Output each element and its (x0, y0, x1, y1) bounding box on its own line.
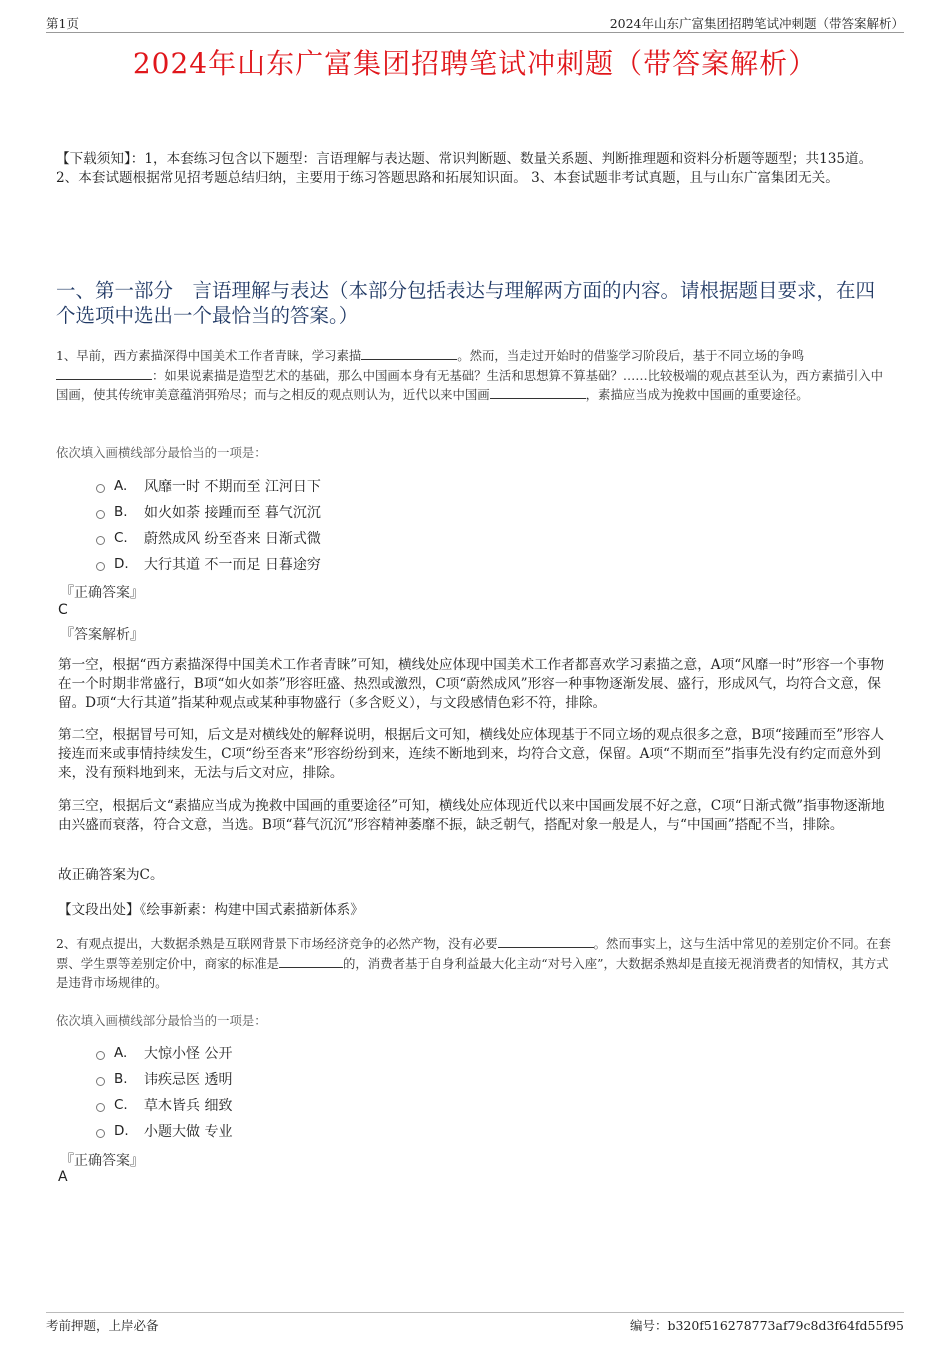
analysis-label: 『答案解析』 (60, 627, 144, 643)
correct-answer-label: 『正确答案』 (60, 585, 144, 601)
radio-icon[interactable] (96, 484, 105, 493)
document-title: 2024年山东广富集团招聘笔试冲刺题（带答案解析） (132, 47, 818, 80)
page-number: 第1页 (46, 16, 79, 31)
radio-icon[interactable] (96, 510, 105, 519)
option-d[interactable]: D. 大行其道 不一而足 日暮途穷 (96, 551, 321, 577)
page-header (46, 14, 904, 33)
correct-answer-value: C (58, 602, 68, 618)
option-c[interactable]: C. 蔚然成风 纷至沓来 日渐式微 (96, 525, 321, 551)
correct-answer-value: A (58, 1169, 68, 1185)
download-notice: 【下载须知】：1，本套练习包含以下题型：言语理解与表达题、常识判断题、数量关系题、判断推理题和资料分析题等题型；共135道。 2、本套试题根据常见招考题总结归纳，主要用于练习答题思路和拓展知识面。 3、本套试题非考试真题，且与山东广富集团无关。 (56, 151, 873, 186)
footer-code: 编号：b320f516278773af79c8d3f64fd55f95 (629, 1318, 904, 1333)
blank-line (279, 954, 343, 968)
option-a[interactable]: A. 风靡一时 不期而至 江河日下 (96, 473, 321, 499)
radio-icon[interactable] (96, 536, 105, 545)
correct-answer-label: 『正确答案』 (60, 1153, 144, 1169)
blank-line (56, 366, 152, 380)
question-2-options (96, 1040, 232, 1144)
page-footer (46, 1312, 904, 1333)
question-2-text: 2、有观点提出，大数据杀熟是互联网背景下市场经济竞争的必然产物，没有必要 。然而事实上，这与生活中常见的差别定价不同。在套票、学生票等差别定价中，商家的标准是 的，消费者基于自身利益最大化主动“对号入座”，大数据杀熟却是直接无视消费者的知情权，其方式是违背市场规律的。 (56, 936, 891, 990)
radio-icon[interactable] (96, 1077, 105, 1086)
blank-line (490, 385, 586, 399)
footer-slogan: 考前押题，上岸必备 (46, 1318, 159, 1333)
option-c[interactable]: C. 草木皆兵 细致 (96, 1092, 232, 1118)
question-1-options (96, 473, 321, 577)
blank-line (361, 346, 457, 360)
analysis-paragraph-1: 第一空，根据“西方素描深得中国美术工作者青睐”可知，横线处应体现中国美术工作者都喜欢学习素描之意，A项“风靡一时”形容一个事物在一个时期非常盛行，B项“如火如荼”形容旺盛、热烈或激烈，C项“蔚然成风”形容一种事物逐渐发展、盛行，形成风气，均符合文意，保留。D项“大行其道”指某种观点或某种事物盛行（多含贬义），与文段感情色彩不符，排除。 (58, 657, 885, 711)
radio-icon[interactable] (96, 562, 105, 571)
question-1-instruction: 依次填入画横线部分最恰当的一项是： (56, 445, 267, 460)
option-b[interactable]: B. 讳疾忌医 透明 (96, 1066, 232, 1092)
option-a[interactable]: A. 大惊小怪 公开 (96, 1040, 232, 1066)
question-1-text: 1、早前，西方素描深得中国美术工作者青睐，学习素描 。然而，当走过开始时的借鉴学习阶段后，基于不同立场的争鸣：如果说素描是造型艺术的基础，那么中国画本身有无基础？生活和思想算不算基础？……比较极端的观点甚至认为，西方素描引入中国画，使其传统审美意蕴消弭殆尽；而与之相反的观点则认为，近代以来中国画 ，素描应当成为挽救中国画的重要途径。 (56, 348, 884, 402)
header-doc-name: 2024年山东广富集团招聘笔试冲刺题（带答案解析） (609, 16, 904, 31)
analysis-paragraph-2: 第二空，根据冒号可知，后文是对横线处的解释说明，根据后文可知，横线处应体现基于不同立场的观点很多之意，B项“接踵而至”形容人接连而来或事情持续发生，C项“纷至沓来”形容纷纷到来，连续不断地到来，均符合文意，保留。A项“不期而至”指事先没有约定而意外到来，没有预料地到来，无法与后文对应，排除。 (58, 727, 884, 781)
analysis-conclusion: 故正确答案为C。 (58, 867, 164, 883)
section-heading: 一、第一部分 言语理解与表达（本部分包括表达与理解两方面的内容。请根据题目要求，在四个选项中选出一个最恰当的答案。） (56, 279, 876, 327)
option-d[interactable]: D. 小题大做 专业 (96, 1118, 232, 1144)
question-2-instruction: 依次填入画横线部分最恰当的一项是： (56, 1013, 267, 1028)
analysis-paragraph-3: 第三空，根据后文“素描应当成为挽救中国画的重要途径”可知，横线处应体现近代以来中国画发展不好之意，C项“日渐式微”指事物逐渐地由兴盛而衰落，符合文意，当选。B项“暮气沉沉”形容精神萎靡不振，缺乏朝气，搭配对象一般是人，与“中国画”搭配不当，排除。 (58, 798, 885, 833)
option-b[interactable]: B. 如火如荼 接踵而至 暮气沉沉 (96, 499, 321, 525)
blank-line (498, 934, 594, 948)
passage-source: 【文段出处】《绘事新素：构建中国式素描新体系》 (58, 902, 364, 918)
radio-icon[interactable] (96, 1129, 105, 1138)
radio-icon[interactable] (96, 1103, 105, 1112)
radio-icon[interactable] (96, 1051, 105, 1060)
